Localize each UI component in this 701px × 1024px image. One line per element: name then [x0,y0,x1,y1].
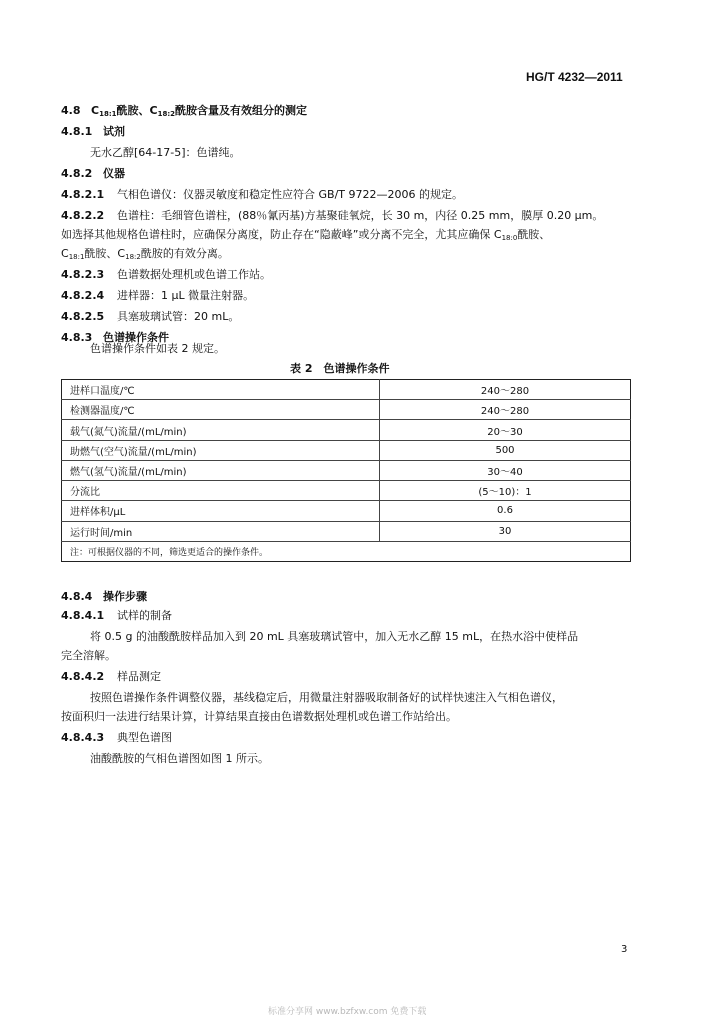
title-part-a: C [91,104,100,117]
section-4-8-2-2-line3 [61,245,229,261]
table-row [62,440,631,460]
measurement-line2: 按面积归一法进行结果计算，计算结果直接由色谱数据处理机或色谱工作站给出。 [61,710,457,723]
title-part-b: 酰胺、C [116,104,158,117]
section-title: 典型色谱图 [117,731,172,744]
section-4-8-4-1-heading [61,607,172,623]
param-cell: 运行时间/min [62,521,380,541]
section-4-8-4-3-heading [61,729,172,745]
section-4-8-heading [61,102,307,118]
line-sub-a: 18:1 [68,253,85,261]
section-4-8-2-5 [61,308,239,324]
section-number: 4.8.2.5 [61,310,105,323]
table-row [62,481,631,501]
param-cell: 分流比 [62,481,380,501]
section-number: 4.8.3 [61,331,93,344]
section-4-8-2-1 [61,186,463,202]
section-number: 4.8 [61,104,81,117]
page-number: 3 [621,944,628,955]
section-title: 仪器 [103,167,125,180]
table-row [62,380,631,400]
section-4-8-1-heading [61,123,125,139]
section-number: 4.8.2.1 [61,188,105,201]
section-4-8-2-4 [61,287,254,303]
section-number: 4.8.2 [61,167,93,180]
typical-chromatogram-text: 油酸酰胺的气相色谱图如图 1 所示。 [90,752,269,765]
section-number: 4.8.4.3 [61,731,105,744]
line-sub: 18:0 [501,234,518,242]
value-cell: 20～30 [380,420,631,440]
param-cell: 助燃气(空气)流量/(mL/min) [62,440,380,460]
section-4-8-2-heading [61,165,125,181]
title-sub-a: 18:1 [99,110,117,118]
value-cell: 0.6 [380,501,631,521]
section-title: 试剂 [103,125,125,138]
table-caption: 表 2 色谱操作条件 [290,362,390,375]
param-cell: 燃气(氢气)流量/(mL/min) [62,460,380,480]
reagent-text: 无水乙醇[64-17-5]：色谱纯。 [90,146,241,159]
value-cell: 30～40 [380,460,631,480]
section-title: 样品测定 [117,670,161,683]
section-4-8-2-3 [61,266,271,282]
sample-prep-line1: 将 0.5 g 的油酸酰胺样品加入到 20 mL 具塞玻璃试管中，加入无水乙醇 15 mL，在热水浴中使样品 [90,630,579,643]
table-row [62,501,631,521]
table-note-row [62,541,631,561]
value-cell: (5～10)：1 [380,481,631,501]
param-cell: 进样口温度/℃ [62,380,380,400]
value-cell: 30 [380,521,631,541]
title-part-c: 酰胺含量及有效组分的测定 [175,104,307,117]
value-cell: 240～280 [380,380,631,400]
line-end: 酰胺、 [517,228,551,241]
line-part-c: 酰胺的有效分离。 [140,247,229,260]
section-4-8-3-text: 色谱操作条件如表 2 规定。 [90,342,225,355]
section-title: 操作步骤 [103,590,147,603]
section-text: 色谱数据处理机或色谱工作站。 [117,268,271,281]
table-row [62,400,631,420]
section-number: 4.8.4.1 [61,609,105,622]
line-part-a: C [61,247,69,260]
section-4-8-4-2-heading [61,668,161,684]
section-number: 4.8.4 [61,590,93,603]
line-part-b: 酰胺、C [84,247,126,260]
section-text: 具塞玻璃试管：20 mL。 [117,310,240,323]
section-4-8-4-heading [61,588,147,604]
param-cell: 检测器温度/℃ [62,400,380,420]
line-sub-b: 18:2 [125,253,141,261]
section-text: 进样器：1 μL 微量注射器。 [117,289,255,302]
section-title: 色谱操作条件 [103,331,169,344]
section-4-8-2-2 [61,207,603,223]
param-cell: 进样体积/μL [62,501,380,521]
table-row [62,521,631,541]
line-text: 如选择其他规格色谱柱时，应确保分离度，防止存在“隐蔽峰”或分离不完全，尤其应确保 C [61,228,502,241]
section-number: 4.8.2.3 [61,268,105,281]
section-4-8-2-2-line2 [61,226,550,242]
chromatography-conditions-table [61,379,631,562]
value-cell: 240～280 [380,400,631,420]
section-number: 4.8.2.4 [61,289,105,302]
standard-code-header: HG/T 4232—2011 [526,70,623,84]
title-sub-b: 18:2 [157,110,175,118]
section-number: 4.8.4.2 [61,670,105,683]
section-text: 色谱柱：毛细管色谱柱，(88％氰丙基)方基聚硅氧烷，长 30 m，内径 0.25 mm，膜厚 0.20 μm。 [117,209,604,222]
section-title: 试样的制备 [117,609,172,622]
sample-prep-line2: 完全溶解。 [61,649,116,662]
watermark-footer: 标准分享网 www.bzfxw.com 免费下载 [268,1007,427,1017]
table-row [62,420,631,440]
measurement-line1: 按照色谱操作条件调整仪器，基线稳定后，用微量注射器吸取制备好的试样快速注入气相色谱仪， [90,691,563,704]
table-note: 注：可根据仪器的不同，筛选更适合的操作条件。 [70,547,269,558]
table-row [62,460,631,480]
value-cell: 500 [380,440,631,460]
section-text: 气相色谱仪：仪器灵敏度和稳定性应符合 GB/T 9722—2006 的规定。 [117,188,463,201]
section-number: 4.8.2.2 [61,209,105,222]
param-cell: 载气(氮气)流量/(mL/min) [62,420,380,440]
section-number: 4.8.1 [61,125,93,138]
